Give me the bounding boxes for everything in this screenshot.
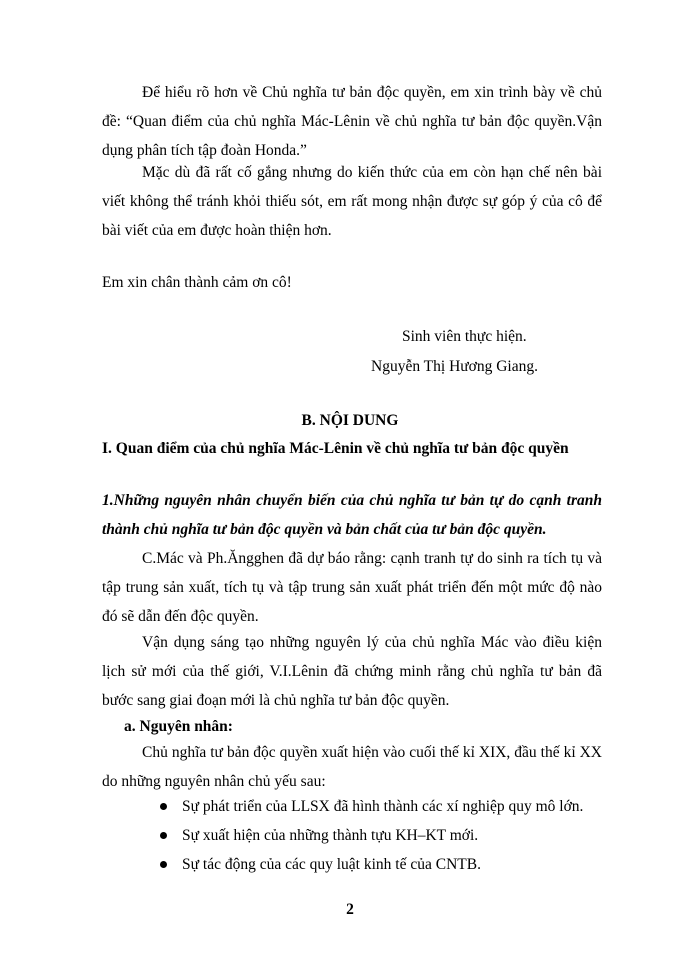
section-title: B. NỘI DUNG	[301, 412, 399, 429]
body-paragraph-1: C.Mác và Ph.Ăngghen đã dự báo rằng: cạnh tranh tự do sinh ra tích tụ và tập trung sản xuất, tích tụ và tập trung sản xuất phát triển đến một mức độ nào đó sẽ dẫn đến độc quyền.	[102, 550, 602, 625]
list-item: Sự phát triển của LLSX đã hình thành các xí nghiệp quy mô lớn.	[160, 792, 583, 821]
bullet-icon	[160, 832, 167, 839]
signature-role: Sinh viên thực hiện.	[402, 328, 527, 345]
causes-intro: Chủ nghĩa tư bản độc quyền xuất hiện vào cuối thế kỉ XIX, đầu thế kỉ XX do những nguyên nhân chủ yếu sau:	[102, 744, 602, 790]
intro-paragraph-2: Mặc dù đã rất cố gắng nhưng do kiến thức của em còn hạn chế nên bài viết không thể tránh khỏi thiếu sót, em rất mong nhận được sự góp ý của cô để bài viết của em được hoàn thiện hơn.	[102, 164, 602, 239]
heading-2: 1.Những nguyên nhân chuyển biến của chủ nghĩa tư bản tự do cạnh tranh thành chủ nghĩa tư bản độc quyền và bản chất của tư bản độc quyền.	[102, 492, 602, 538]
subheading-a: a. Nguyên nhân:	[124, 718, 233, 735]
bullet-icon	[160, 803, 167, 810]
list-item: Sự xuất hiện của những thành tựu KH–KT mới.	[160, 821, 583, 850]
bullet-icon	[160, 861, 167, 868]
thanks-line: Em xin chân thành cảm ơn cô!	[102, 274, 292, 291]
intro-paragraph-1: Để hiểu rõ hơn về Chủ nghĩa tư bản độc quyền, em xin trình bày về chủ đề: “Quan điểm của chủ nghĩa Mác-Lênin về chủ nghĩa tư bản độc quyền.Vận dụng phân tích tập đoàn Honda.”	[102, 84, 602, 159]
causes-list	[160, 792, 583, 879]
body-paragraph-2: Vận dụng sáng tạo những nguyên lý của chủ nghĩa Mác vào điều kiện lịch sử mới của thế giới, V.I.Lênin đã chứng minh rằng chủ nghĩa tư bản đã bước sang giai đoạn mới là chủ nghĩa tư bản độc quyền.	[102, 634, 602, 709]
signature-name: Nguyễn Thị Hương Giang.	[371, 358, 538, 375]
heading-1: I. Quan điểm của chủ nghĩa Mác-Lênin về chủ nghĩa tư bản độc quyền	[102, 440, 569, 457]
list-item: Sự tác động của các quy luật kinh tế của CNTB.	[160, 850, 583, 879]
page-number: 2	[346, 901, 354, 918]
